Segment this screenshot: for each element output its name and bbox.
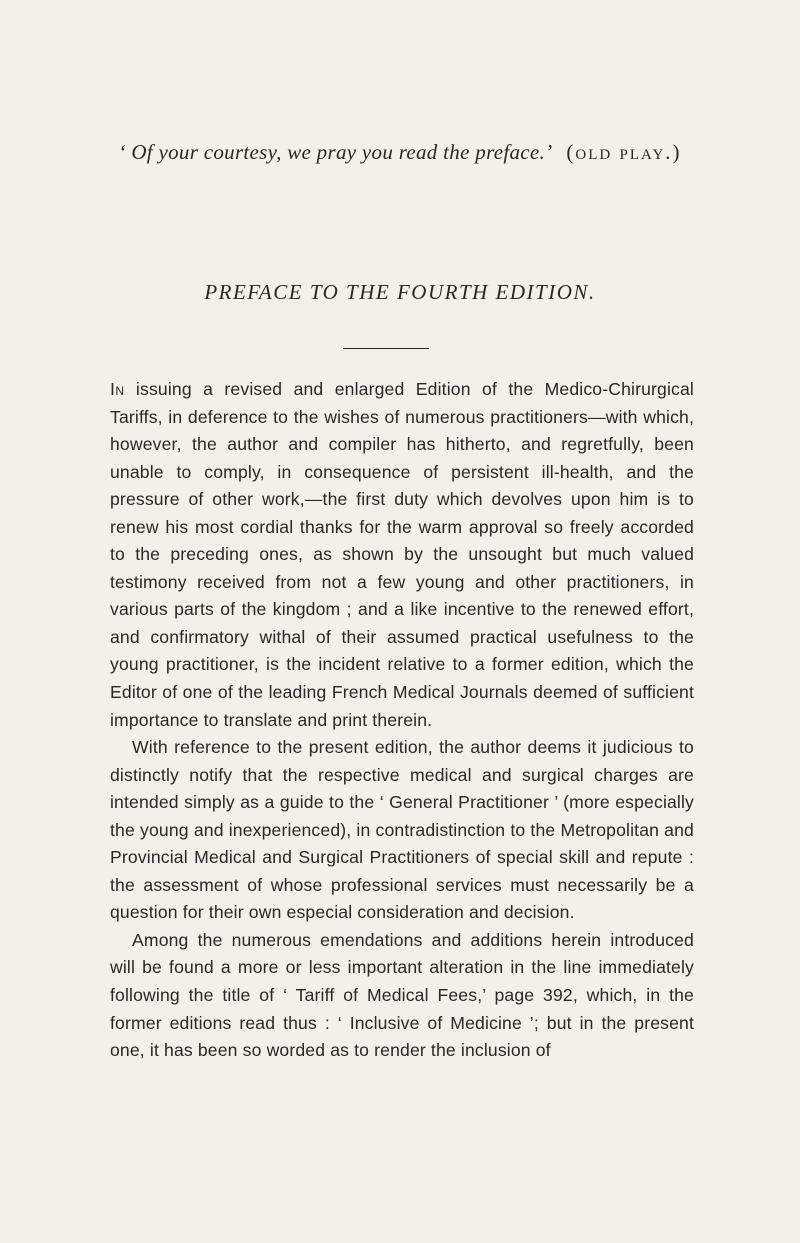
page-title: PREFACE TO THE FOURTH EDITION. xyxy=(204,280,596,304)
section-divider xyxy=(343,348,429,349)
preface-body xyxy=(110,376,694,1065)
epigraph-quote: ‘ Of your courtesy, we pray you read the preface.’ xyxy=(118,140,553,164)
paragraph-text: issuing a revised and enlarged Edition of the Medico-Chirurgical Tariffs, in deference to the wishes of numerous practitioners—with which, however, the author and compiler has hitherto, and regretfully, been unable to comply, in consequence of persistent ill-health, and the pressure of other work,—the first duty which devolves upon him is to renew his most cordial thanks for the warm approval so freely accorded to the preceding ones, as shown by the unsought but much valued testimony received from not a few young and other practitioners, in various parts of the kingdom ; and a like incentive to the renewed effort, and confirmatory withal of their assumed practical usefulness to the young practitioner, is the incident relative to a former edition, which the Editor of one of the leading French Medical Journals deemed of sufficient importance to translate and print therein. xyxy=(110,379,694,730)
epigraph xyxy=(0,140,800,165)
epigraph-source: (old play.) xyxy=(566,140,682,164)
paragraph-lead-word: In xyxy=(110,379,125,399)
paragraph-2: With reference to the present edition, the author deems it judicious to distinctly notify that the respective medical and surgical charges are intended simply as a guide to the ‘ General Practitioner ’ (more especially the young and inexperienced), in contradistinction to the Metropolitan and Provincial Medical and Surgical Practitioners of special skill and repute : the assessment of whose professional services must necessarily be a question for their own especial consideration and decision. xyxy=(110,737,694,923)
paragraph-3: Among the numerous emendations and additions herein introduced will be found a more or less important alteration in the line immediately following the title of ‘ Tariff of Medical Fees,’ page 392, which, in the former editions read thus : ‘ Inclusive of Medicine ’; but in the present one, it has been so worded as to render the inclusion of xyxy=(110,929,694,1061)
paragraph-1 xyxy=(110,376,694,734)
